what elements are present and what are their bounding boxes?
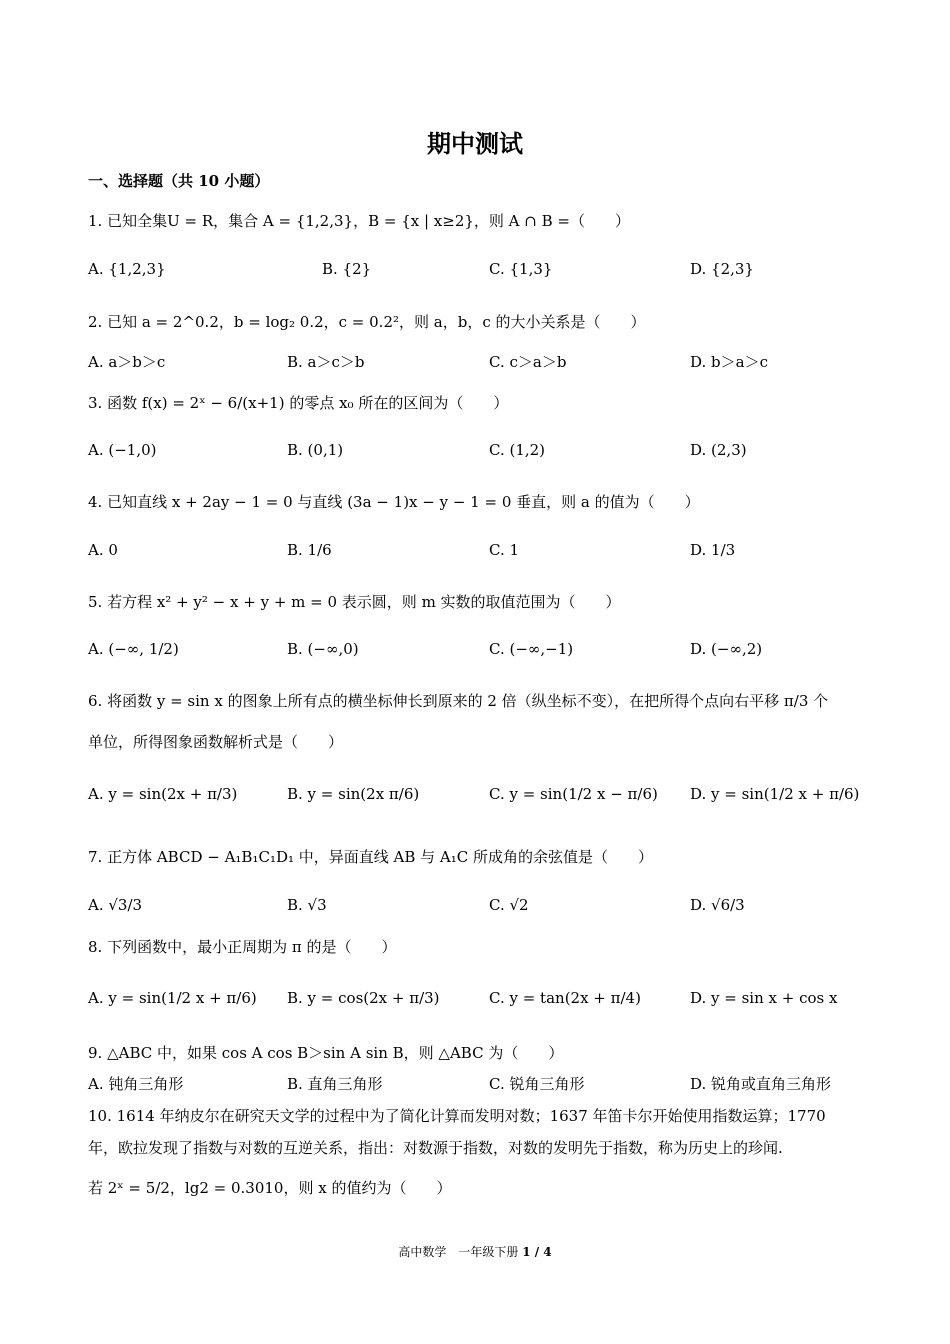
question-8-option-c[interactable]: C. y = tan(2x + π/4)	[489, 989, 641, 1007]
question-6-option-a[interactable]: A. y = sin(2x + π/3)	[88, 785, 238, 803]
question-5-option-b[interactable]: B. (−∞,0)	[287, 640, 359, 658]
question-2-option-c[interactable]: C. c＞a＞b	[489, 353, 567, 371]
question-2-option-a[interactable]: A. a＞b＞c	[88, 353, 166, 371]
question-8-option-b[interactable]: B. y = cos(2x + π/3)	[287, 989, 440, 1007]
question-7-option-a[interactable]: A. √3/3	[88, 896, 143, 914]
question-8-option-a[interactable]: A. y = sin(1/2 x + π/6)	[88, 989, 257, 1007]
question-3-option-c[interactable]: C. (1,2)	[489, 441, 546, 459]
question-4-option-a[interactable]: A. 0	[88, 541, 118, 559]
question-4-stem: 4. 已知直线 x + 2ay − 1 = 0 与直线 (3a − 1)x − y − 1 = 0 垂直，则 a 的值为（ ）	[88, 493, 700, 511]
question-3-option-b[interactable]: B. (0,1)	[287, 441, 344, 459]
question-2-stem: 2. 已知 a = 2^0.2，b = log₂ 0.2，c = 0.2²，则 a，b，c 的大小关系是（ ）	[88, 313, 646, 331]
question-10-stem-line-2: 年，欧拉发现了指数与对数的互逆关系，指出：对数源于指数，对数的发明先于指数，称为历史上的珍闻.	[88, 1139, 783, 1157]
question-1-option-b[interactable]: B. {2}	[322, 260, 372, 278]
question-6-option-c[interactable]: C. y = sin(1/2 x − π/6)	[489, 785, 658, 803]
question-6-stem-line-2: 单位，所得图象函数解析式是（ ）	[88, 733, 344, 751]
question-5-stem: 5. 若方程 x² + y² − x + y + m = 0 表示圆，则 m 实数的取值范围为（ ）	[88, 593, 621, 611]
question-3-option-d[interactable]: D. (2,3)	[690, 441, 747, 459]
question-5-option-a[interactable]: A. (−∞, 1/2)	[88, 640, 179, 658]
question-1-option-a[interactable]: A. {1,2,3}	[88, 260, 166, 278]
section-heading: 一、选择题（共 10 小题）	[88, 172, 270, 190]
question-7-option-d[interactable]: D. √6/3	[690, 896, 745, 914]
question-8-stem: 8. 下列函数中，最小正周期为 π 的是（ ）	[88, 938, 397, 956]
question-1-option-d[interactable]: D. {2,3}	[690, 260, 754, 278]
question-9-option-a[interactable]: A. 钝角三角形	[88, 1075, 184, 1093]
question-1-option-c[interactable]: C. {1,3}	[489, 260, 553, 278]
question-6-option-d[interactable]: D. y = sin(1/2 x + π/6)	[690, 785, 860, 803]
footer-subject: 高中数学 一年级下册	[398, 1245, 519, 1259]
question-6-stem: 6. 将函数 y = sin x 的图象上所有点的横坐标伸长到原来的 2 倍（纵坐标不变），在把所得个点向右平移 π/3 个	[88, 692, 829, 710]
question-4-option-d[interactable]: D. 1/3	[690, 541, 736, 559]
page-title: 期中测试	[427, 129, 523, 158]
question-10-stem-line-3: 若 2ˣ = 5/2，lg2 = 0.3010，则 x 的值约为（ ）	[88, 1179, 452, 1197]
question-5-option-d[interactable]: D. (−∞,2)	[690, 640, 763, 658]
question-4-option-b[interactable]: B. 1/6	[287, 541, 332, 559]
footer-page-number: 1 / 4	[522, 1245, 552, 1259]
question-9-stem: 9. △ABC 中，如果 cos A cos B＞sin A sin B，则 △ABC 为（ ）	[88, 1044, 564, 1062]
question-7-option-c[interactable]: C. √2	[489, 896, 529, 914]
question-7-option-b[interactable]: B. √3	[287, 896, 327, 914]
question-2-option-b[interactable]: B. a＞c＞b	[287, 353, 365, 371]
question-8-option-d[interactable]: D. y = sin x + cos x	[690, 989, 838, 1007]
question-7-stem: 7. 正方体 ABCD − A₁B₁C₁D₁ 中，异面直线 AB 与 A₁C 所成角的余弦值是（ ）	[88, 848, 654, 866]
question-9-option-b[interactable]: B. 直角三角形	[287, 1075, 383, 1093]
page-footer	[0, 1243, 950, 1260]
question-5-option-c[interactable]: C. (−∞,−1)	[489, 640, 574, 658]
question-4-option-c[interactable]: C. 1	[489, 541, 520, 559]
question-9-option-c[interactable]: C. 锐角三角形	[489, 1075, 585, 1093]
question-10-stem: 10. 1614 年纳皮尔在研究天文学的过程中为了简化计算而发明对数；1637 年笛卡尔开始使用指数运算；1770	[88, 1107, 826, 1125]
question-1-stem: 1. 已知全集U = R，集合 A = {1,2,3}，B = {x | x≥2}，则 A ∩ B =（ ）	[88, 212, 630, 230]
question-6-option-b[interactable]: B. y = sin(2x π/6)	[287, 785, 420, 803]
question-3-stem: 3. 函数 f(x) = 2ˣ − 6/(x+1) 的零点 x₀ 所在的区间为（ ）	[88, 394, 509, 412]
question-3-option-a[interactable]: A. (−1,0)	[88, 441, 157, 459]
question-9-option-d[interactable]: D. 锐角或直角三角形	[690, 1075, 832, 1093]
question-2-option-d[interactable]: D. b＞a＞c	[690, 353, 768, 371]
